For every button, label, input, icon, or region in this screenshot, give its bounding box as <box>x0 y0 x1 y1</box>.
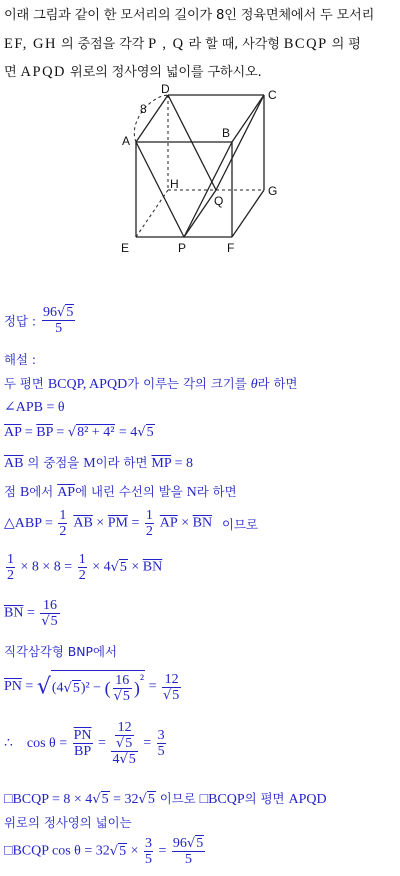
label-q: Q <box>214 194 224 208</box>
solution-line-11: ∴ cos θ = $\frac{\overline{PN}}{BP}$ = $\frac{\frac{12}{√5}}{4√5}$ = $\frac{3}{5}$ <box>4 720 165 767</box>
solution-line-1: 두 평면 BCQP, APQD가 이루는 각의 크기를 θ라 하면 <box>4 376 298 392</box>
answer-line: 정답 : $\frac{96√5}{5}$ <box>4 305 74 336</box>
solution-line-7: $\frac{1}{2}$ × 8 × 8 = $\frac{1}{2}$ × $4√5 \times \overline{BN}$ <box>7 552 163 583</box>
label-h: H <box>170 177 179 191</box>
question-line-3: 면 APQD 위로의 정사영의 넓이를 구하시오. <box>4 64 262 80</box>
edge-bc <box>232 95 264 142</box>
edge-length-label: 8 <box>140 102 147 116</box>
solution-line-14: □BCQP cos θ = 32√5 × $\frac{3}{5}$ = $\frac{96√5}{5}$ <box>4 836 204 867</box>
solution-line-13: 위로의 정사영의 넓이는 <box>4 815 132 830</box>
solution-line-8: $\overline{BN}$ = $\frac{16}{√5}$ <box>4 598 58 629</box>
question-line-1: 이래 그림과 같이 한 모서리의 길이가 8인 정육면체에서 두 모서리 <box>4 8 375 23</box>
solution-line-10: $\overline{PN} = √(4√5)^2$ − ( $\frac{16}{√5}$ )² = $\frac{12}{√5}$ <box>4 671 180 704</box>
label-f: F <box>227 241 235 255</box>
solution-line-3: $\overline{AP} = \overline{BP} = √8^2 + 4^2 = 4√5$ <box>4 425 154 440</box>
label-g: G <box>268 184 278 198</box>
hidden-edge-eh <box>136 190 168 237</box>
label-a: A <box>122 134 131 148</box>
edge-fg <box>232 190 264 237</box>
cube-figure <box>0 82 400 262</box>
solution-line-9: 직각삼각형 BNP에서 <box>4 644 117 659</box>
question-line-2: EF, GH 의 중점을 각각 P , Q 라 할 때, 사각형 BCQP 의 평 <box>4 36 361 52</box>
label-b: B <box>222 126 231 140</box>
solution-line-5: 점 B에서 $\overline{AP}$에 내린 수선의 발을 N라 하면 <box>4 484 237 500</box>
label-p: P <box>178 241 187 255</box>
solution-label: 해설 : <box>4 352 37 367</box>
solution-line-6: △ABP = $\frac{1}{2}$ $\overline{AB} \times \overline{PM}$ = $\frac{1}{2}$ $\overline{AP} \times \overline{BN}$ 이므로 <box>4 508 258 539</box>
label-d: D <box>161 82 170 96</box>
solution-line-4: $\overline{AB}$ 의 중점을 M이라 하면 $\overline{MP} = 8$ <box>4 455 194 471</box>
label-c: C <box>268 88 277 102</box>
label-e: E <box>121 241 130 255</box>
solution-line-12: □BCQP = 8 × 4√5 = 32√5 이므로 □BCQP의 평면 APQD <box>4 791 327 807</box>
segment-pq <box>184 190 216 237</box>
solution-line-2: ∠APB = θ <box>4 400 65 415</box>
answer-fraction: $\frac{96√5}{5}$ <box>43 305 74 336</box>
